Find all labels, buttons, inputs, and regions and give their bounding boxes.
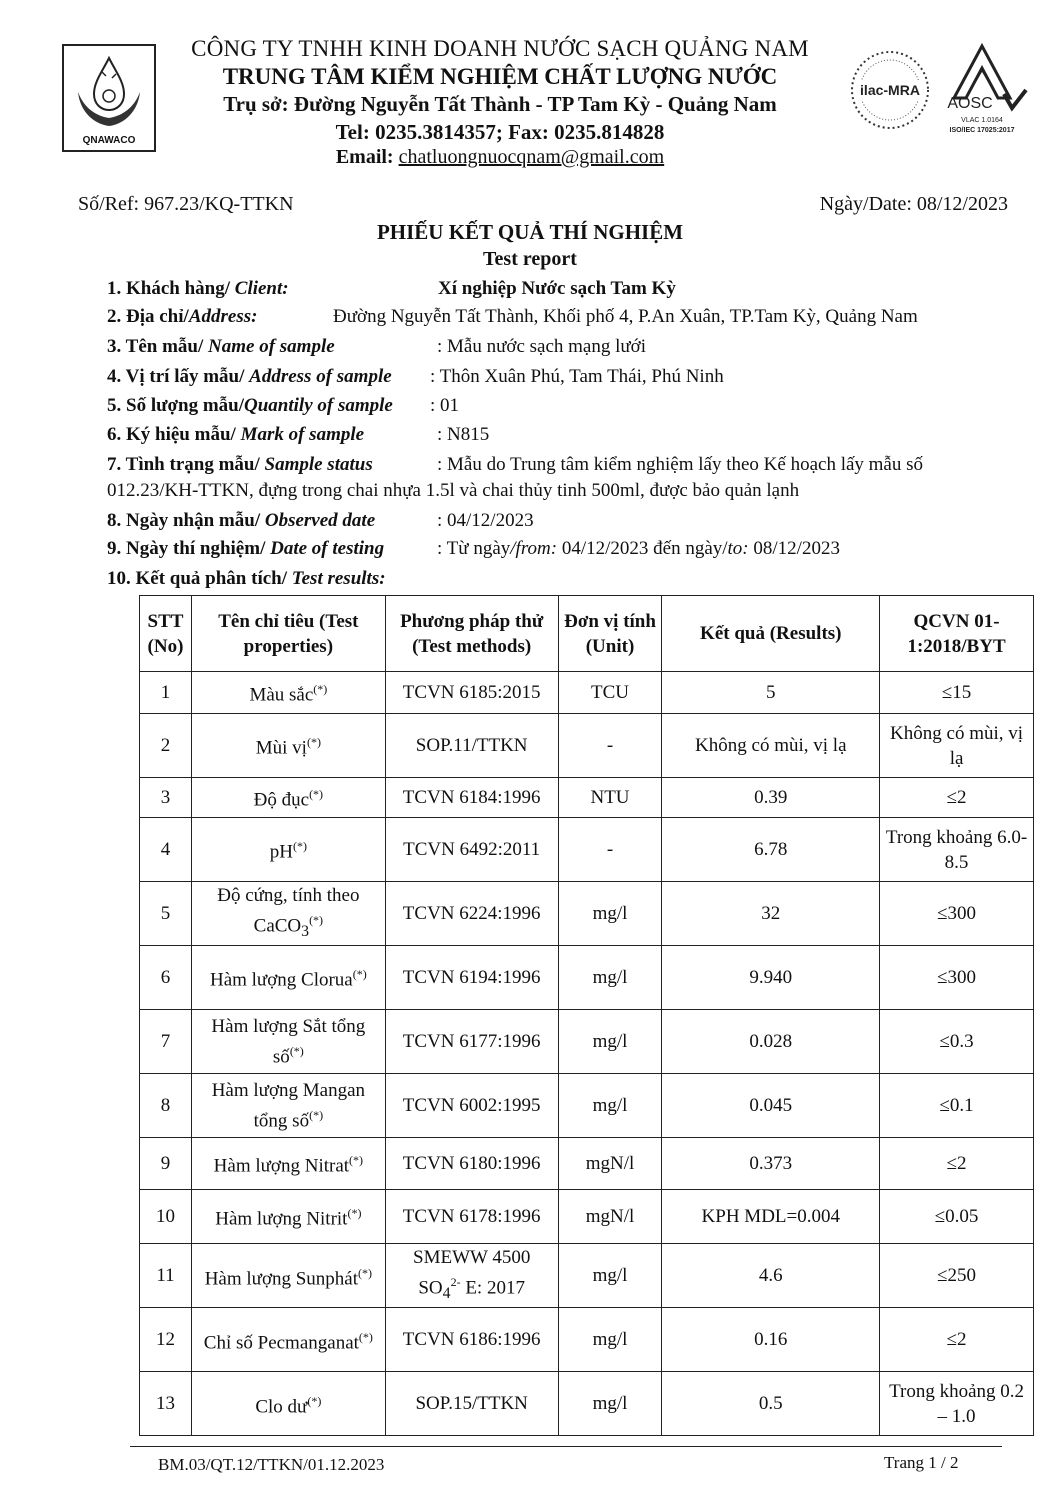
table-row [140, 1244, 1034, 1308]
cell-limit: Không có mùi, vị lạ [880, 714, 1034, 778]
cell-limit: ≤0.3 [880, 1010, 1034, 1074]
sample-address-value: : Thôn Xuân Phú, Tam Thái, Phú Ninh [430, 366, 724, 387]
ilac-mra-badge [848, 48, 932, 132]
aosc-iso: ISO/IEC 17025:2017 [949, 127, 1015, 134]
cell-limit: Trong khoảng 6.0-8.5 [880, 818, 1034, 882]
mark-label: 6. Ký hiệu mẫu/ Mark of sample [107, 424, 365, 445]
cell-name: Chỉ số Pecmanganat(*) [191, 1308, 385, 1372]
cell-limit: ≤0.1 [880, 1074, 1034, 1138]
company-name: CÔNG TY TNHH KINH DOANH NƯỚC SẠCH QUẢNG NAM [191, 36, 809, 61]
cell-name: Hàm lượng Sunphát(*) [191, 1244, 385, 1308]
reference-number: Số/Ref: 967.23/KQ-TTKN [78, 193, 294, 215]
status-value-line2: 012.23/KH-TTKN, đựng trong chai nhựa 1.5l và chai thủy tinh 500ml, được bảo quản lạnh [107, 480, 800, 501]
cell-result: 0.16 [662, 1308, 880, 1372]
cell-result: 0.373 [662, 1138, 880, 1190]
table-row [140, 1190, 1034, 1244]
sample-address-label: 4. Vị trí lấy mẫu/ Address of sample [107, 366, 392, 387]
phone-fax: Tel: 0235.3814357; Fax: 0235.814828 [335, 120, 665, 144]
table-row [140, 1010, 1034, 1074]
cell-no: 12 [140, 1308, 192, 1372]
address-label: 2. Địa chỉ/Address: [107, 306, 258, 327]
cell-limit: ≤250 [880, 1244, 1034, 1308]
table-row [140, 1372, 1034, 1436]
cell-method: TCVN 6194:1996 [385, 946, 558, 1010]
cell-unit: mgN/l [558, 1190, 662, 1244]
aosc-accreditation-badge [934, 42, 1030, 142]
cell-no: 6 [140, 946, 192, 1010]
cell-no: 2 [140, 714, 192, 778]
results-table [139, 595, 1034, 1436]
cell-method: TCVN 6184:1996 [385, 778, 558, 818]
cell-result: 6.78 [662, 818, 880, 882]
header-name: Tên chỉ tiêu (Test properties) [191, 596, 385, 672]
quantity-label: 5. Số lượng mẫu/Quantily of sample [107, 395, 393, 416]
cell-no: 11 [140, 1244, 192, 1308]
cell-limit: ≤2 [880, 778, 1034, 818]
observed-date-value: : 04/12/2023 [437, 510, 534, 531]
table-row [140, 818, 1034, 882]
table-row [140, 714, 1034, 778]
table-row [140, 778, 1034, 818]
cell-no: 9 [140, 1138, 192, 1190]
mark-value: : N815 [437, 424, 490, 445]
cell-method: SOP.15/TTKN [385, 1372, 558, 1436]
cell-unit: NTU [558, 778, 662, 818]
cell-limit: ≤2 [880, 1138, 1034, 1190]
cell-limit: ≤300 [880, 946, 1034, 1010]
address-value: Đường Nguyễn Tất Thành, Khối phố 4, P.An Xuân, TP.Tam Kỳ, Quảng Nam [333, 306, 918, 327]
logo-label: QNAWACO [82, 135, 136, 146]
cell-unit: mg/l [558, 882, 662, 946]
cell-method: SMEWW 4500 $SO_4^{2-}$ E: 2017 [385, 1244, 558, 1308]
cell-unit: mg/l [558, 1308, 662, 1372]
testing-date-label: 9. Ngày thí nghiệm/ Date of testing [107, 538, 385, 559]
client-value: Xí nghiệp Nước sạch Tam Kỳ [438, 278, 676, 299]
cell-name: pH(*) [191, 818, 385, 882]
cell-result: 4.6 [662, 1244, 880, 1308]
report-title-vn: PHIẾU KẾT QUẢ THÍ NGHIỆM [376, 220, 684, 244]
head-office-address: Trụ sở: Đường Nguyễn Tất Thành - TP Tam Kỳ - Quảng Nam [223, 92, 777, 116]
cell-unit: mg/l [558, 946, 662, 1010]
cell-no: 5 [140, 882, 192, 946]
cell-no: 13 [140, 1372, 192, 1436]
cell-result: 32 [662, 882, 880, 946]
aosc-code: VLAC 1.0164 [961, 117, 1003, 124]
header-no: STT (No) [140, 596, 192, 672]
cell-name: Độ cứng, tính theo CaCO$_3$(*) [191, 882, 385, 946]
observed-date-label: 8. Ngày nhận mẫu/ Observed date [107, 510, 376, 531]
cell-method: TCVN 6185:2015 [385, 672, 558, 714]
cell-result: 0.5 [662, 1372, 880, 1436]
cell-limit: ≤2 [880, 1308, 1034, 1372]
report-date: Ngày/Date: 08/12/2023 [819, 193, 1008, 215]
header-limit: QCVN 01-1:2018/BYT [880, 596, 1034, 672]
header-method: Phương pháp thử (Test methods) [385, 596, 558, 672]
cell-no: 4 [140, 818, 192, 882]
table-row [140, 1138, 1034, 1190]
table-header-row [140, 596, 1034, 672]
cell-name: Hàm lượng Mangan tổng số(*) [191, 1074, 385, 1138]
table-row [140, 946, 1034, 1010]
test-results-label: 10. Kết quả phân tích/ Test results: [107, 568, 386, 589]
cell-limit: Trong khoảng 0.2 – 1.0 [880, 1372, 1034, 1436]
cell-result: 0.028 [662, 1010, 880, 1074]
cell-method: TCVN 6002:1995 [385, 1074, 558, 1138]
cell-unit: mg/l [558, 1074, 662, 1138]
cell-method: TCVN 6180:1996 [385, 1138, 558, 1190]
cell-no: 10 [140, 1190, 192, 1244]
cell-no: 8 [140, 1074, 192, 1138]
sample-name-label: 3. Tên mẫu/ Name of sample [107, 336, 335, 357]
cell-result: 5 [662, 672, 880, 714]
cell-name: Clo dư(*) [191, 1372, 385, 1436]
table-row [140, 1308, 1034, 1372]
cell-unit: mg/l [558, 1372, 662, 1436]
cell-unit: - [558, 818, 662, 882]
cell-method: TCVN 6186:1996 [385, 1308, 558, 1372]
testing-date-value: : Từ ngày/from: 04/12/2023 đến ngày/to: 08/12/2023 [437, 538, 840, 559]
page-number: Trang 1 / 2 [884, 1453, 959, 1472]
cell-limit: ≤15 [880, 672, 1034, 714]
form-code: BM.03/QT.12/TTKN/01.12.2023 [158, 1455, 385, 1474]
cell-name: Màu sắc(*) [191, 672, 385, 714]
report-title-en: Test report [483, 248, 577, 270]
header-unit: Đơn vị tính (Unit) [558, 596, 662, 672]
cell-method: TCVN 6178:1996 [385, 1190, 558, 1244]
center-name: TRUNG TÂM KIỂM NGHIỆM CHẤT LƯỢNG NƯỚC [222, 64, 778, 89]
email-link[interactable]: chatluongnuocqnam@gmail.com [398, 146, 665, 168]
status-value-line1: : Mẫu do Trung tâm kiểm nghiệm lấy theo Kế hoạch lấy mẫu số [437, 454, 924, 475]
cell-result: KPH MDL=0.004 [662, 1190, 880, 1244]
cell-name: Hàm lượng Nitrat(*) [191, 1138, 385, 1190]
cell-name: Hàm lượng Clorua(*) [191, 946, 385, 1010]
cell-name: Hàm lượng Sắt tổng số(*) [191, 1010, 385, 1074]
company-logo [62, 44, 156, 152]
cell-unit: TCU [558, 672, 662, 714]
cell-no: 7 [140, 1010, 192, 1074]
cell-method: SOP.11/TTKN [385, 714, 558, 778]
water-drop-hands-icon [72, 52, 146, 132]
ilac-text: ilac-MRA [860, 82, 920, 98]
quantity-value: : 01 [430, 395, 460, 416]
header-result: Kết quả (Results) [662, 596, 880, 672]
cell-name: Mùi vị(*) [191, 714, 385, 778]
cell-limit: ≤0.05 [880, 1190, 1034, 1244]
cell-unit: - [558, 714, 662, 778]
cell-name: Độ đục(*) [191, 778, 385, 818]
cell-result: 0.045 [662, 1074, 880, 1138]
cell-name: Hàm lượng Nitrit(*) [191, 1190, 385, 1244]
client-label: 1. Khách hàng/ Client: [107, 278, 289, 299]
cell-result: 9.940 [662, 946, 880, 1010]
table-row [140, 882, 1034, 946]
table-row [140, 672, 1034, 714]
cell-method: TCVN 6224:1996 [385, 882, 558, 946]
cell-unit: mgN/l [558, 1138, 662, 1190]
cell-no: 3 [140, 778, 192, 818]
cell-unit: mg/l [558, 1244, 662, 1308]
cell-result: Không có mùi, vị lạ [662, 714, 880, 778]
footer-divider [130, 1446, 1002, 1447]
cell-limit: ≤300 [880, 882, 1034, 946]
status-label: 7. Tình trạng mẫu/ Sample status [107, 454, 373, 475]
cell-method: TCVN 6177:1996 [385, 1010, 558, 1074]
aosc-text: AOSC [947, 95, 993, 112]
cell-result: 0.39 [662, 778, 880, 818]
cell-no: 1 [140, 672, 192, 714]
cell-method: TCVN 6492:2011 [385, 818, 558, 882]
cell-unit: mg/l [558, 1010, 662, 1074]
table-row [140, 1074, 1034, 1138]
sample-name-value: : Mẫu nước sạch mạng lưới [437, 336, 647, 357]
email-label: Email: [335, 146, 399, 168]
email-line [170, 146, 830, 169]
